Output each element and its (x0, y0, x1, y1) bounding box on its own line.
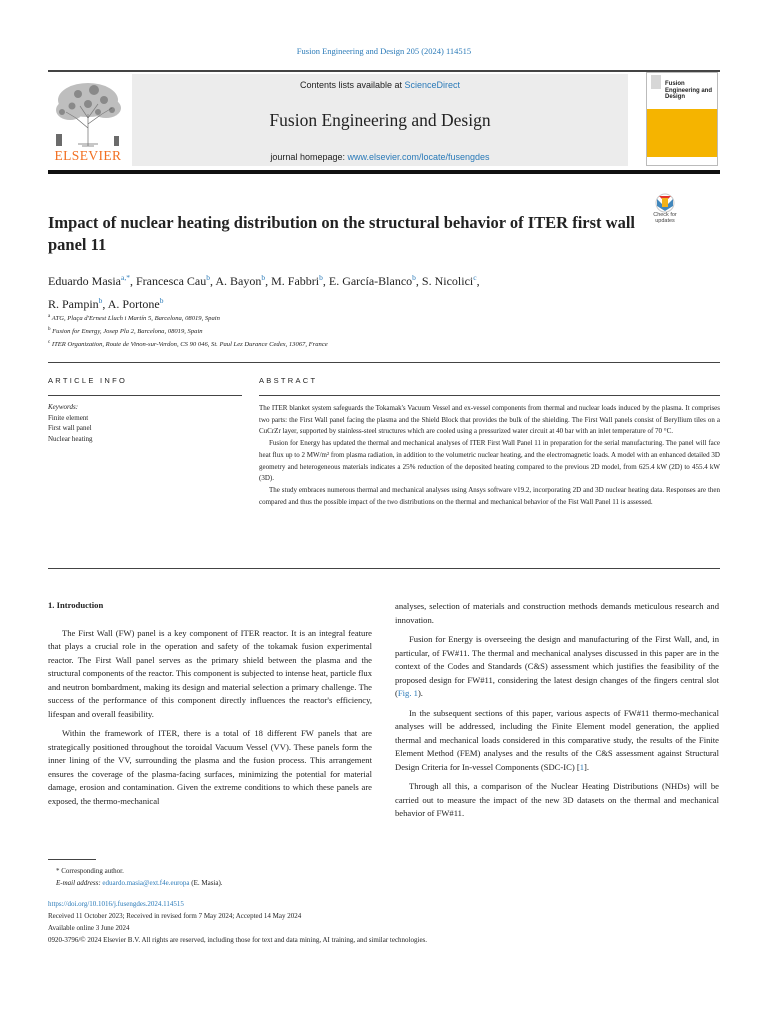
corresponding-author-note: * Corresponding author. (56, 867, 124, 875)
paragraph-text: ). (417, 688, 423, 698)
author-name[interactable]: M. Fabbri (271, 274, 320, 288)
contents-prefix: Contents lists available at (299, 80, 405, 90)
body-paragraph: analyses, selection of materials and construction methods demands meticulous research and innovation. (395, 601, 719, 625)
author-name[interactable]: Eduardo Masia (48, 274, 121, 288)
author-separator: , (102, 297, 108, 311)
author-affiliation-marker[interactable]: c (473, 273, 477, 282)
affiliation-list (48, 311, 708, 351)
keywords-block (48, 402, 242, 444)
journal-header-box (132, 74, 628, 166)
affiliation-marker: c (48, 340, 51, 346)
email-link[interactable]: eduardo.masia@ext.f4e.europa (102, 879, 190, 887)
author-affiliation-marker[interactable]: b (412, 273, 416, 282)
author-separator: , (322, 274, 329, 288)
abstract-body (259, 403, 720, 508)
article-title: Impact of nuclear heating distribution on the structural behavior of ITER first wall panel 11 (48, 213, 635, 254)
elsevier-tree-icon (48, 78, 128, 148)
abstract-paragraph: The ITER blanket system safeguards the Tokamak's Vacuum Vessel and ex-vessel components from thermal and nuclear loads induced by the plasma. It comprises two parts: the First Wall panel facing the plasma and the Shield Block that provides the bulk of the shielding. The First Wall panels consist of Beryllium tiles on a CuCrZr layer, supported by stainless-steel structures which are cooled using a pressurized water circuit at 40 bar with an inlet temperature of 70 °C. (259, 404, 720, 436)
affiliation-item (48, 324, 708, 337)
check-for-updates-badge[interactable] (645, 193, 685, 233)
body-paragraph: Through all this, a comparison of the Nuclear Heating Distributions (NHDs) will be carried out to measure the impact of the new 3D datasets on the thermal and mechanical behavior of FW#11. (395, 781, 719, 818)
author-affiliation-marker[interactable]: b (206, 273, 211, 282)
author-name[interactable]: R. Pampin (48, 297, 99, 311)
copyright-line: 0920-3796/© 2024 Elsevier B.V. All rights are reserved, including those for text and data mining, AI training, and similar technologies. (48, 936, 428, 944)
author-name[interactable]: E. García-Blanco (328, 274, 413, 288)
author-affiliation-marker[interactable]: b (159, 296, 164, 305)
footnotes (48, 865, 720, 889)
author-affiliation-marker[interactable]: b (319, 273, 323, 282)
crossmark-icon (645, 193, 685, 213)
article-metadata (48, 898, 728, 946)
journal-cover-thumbnail[interactable] (646, 72, 718, 166)
author-affiliation-marker[interactable]: b (261, 273, 266, 282)
affiliation-item (48, 337, 708, 350)
footnote-rule (48, 859, 96, 860)
crossmark-label: Check for updates (653, 212, 677, 224)
online-date: Available online 3 June 2024 (48, 924, 130, 932)
keywords-label: Keywords: (48, 403, 79, 411)
doi-link[interactable]: https://doi.org/10.1016/j.fusengdes.2024.114515 (48, 900, 184, 908)
journal-masthead (48, 70, 720, 174)
journal-homepage (132, 152, 628, 162)
contents-availability (132, 80, 628, 90)
email-note (48, 877, 720, 889)
reference-1-link[interactable]: 1 (579, 761, 585, 772)
elsevier-wordmark: ELSEVIER (54, 148, 122, 163)
elsevier-logo (48, 78, 128, 166)
paragraph-text: ]. (584, 761, 590, 772)
author-affiliation-marker[interactable]: b (98, 296, 103, 305)
body-column-right (395, 600, 719, 827)
cover-color-band (647, 109, 718, 157)
author-name[interactable]: Francesca Cau (135, 274, 207, 288)
cover-emblem-icon (651, 75, 661, 89)
body-paragraph (395, 633, 719, 701)
paragraph-text: Fusion for Energy is overseeing the design and manufacturing of the First Wall, and, in particular, of FW#11. The thermal and mechanical analyses discussed in this paper are in the context of the Codes and Standards (C&S) assessment which justifies the feasibility of the proposed design for FW#11, considering the latest design changes of the fingers central slot ( (395, 634, 719, 698)
masthead-bottom-rule (48, 170, 720, 174)
author-list (48, 268, 708, 314)
section-heading-introduction: 1. Introduction (48, 600, 104, 610)
body-paragraph: The First Wall (FW) panel is a key component of ITER reactor. It is an integral feature that plays a crucial role in the operation and safety of the tokamak fusion experimental reactor. The First Wall panel serves as the primary shield between the plasma and the structural components of the reactor. This component is subjected to intense heat, particle flux and neutron bombardment, making its design and material selection a primary challenge. The success of the performance of this component directly influences the reactor's efficiency, lifespan and overall feasibility. (48, 627, 372, 719)
affiliation-marker: a (48, 314, 51, 319)
masthead-top-rule (48, 70, 720, 72)
affiliation-item (48, 311, 708, 324)
paragraph-text: In the subsequent sections of this paper, various aspects of FW#11 thermo-mechanical analyses will be addressed, including the Finite Element model generation, the applied thermal and mechanical loads considered in this comparative study, the results of the Finite Element Method (FEM) analyses and the results of the C&S assessment against Structural Design Criteria for In-vessel Components (SDC-IC) [ (395, 707, 719, 772)
abstract-paragraph: Fusion for Energy has updated the thermal and mechanical analyses of ITER First Wall Panel 11 in preparation for the serial manufacturing. The panel will face heat flux up to 2 MW/m² from plasma radiation, in addition to the volumetric nuclear heating, and the electromagnetic loads. A model with an enhanced detailed 3D geometry and heterogeneous materials indicates a 25% reduction of the deposited heating compared to the previous 2D model, from 625.4 kW (2D) to 455.4 kW (3D). (259, 439, 720, 483)
author-separator: , (129, 274, 136, 288)
journal-name: Fusion Engineering and Design (269, 110, 491, 130)
abstract-bottom-rule (48, 568, 720, 569)
abstract-paragraph: The study embraces numerous thermal and mechanical analyses using Ansys software v19.2, incorporating 2D and 3D nuclear heating data. Responses are then compared and thus the possible impact of the two distributions on the thermal and mechanical behavior of the Fist Wall Panel 11 is assessed. (259, 485, 720, 506)
history-dates: Received 11 October 2023; Received in revised form 7 May 2024; Accepted 14 May 2024 (48, 912, 302, 920)
author-separator: , (415, 274, 422, 288)
keyword-item[interactable]: Finite element (48, 413, 89, 422)
cover-title: Fusion Engineering and Design (665, 81, 713, 100)
author-separator: , (476, 274, 480, 288)
affiliation-text: ITER Organization, Route de Vinon-sur-Verdon, CS 90 046, St. Paul Lez Durance Cedex, 13067, France (51, 341, 328, 349)
affiliation-text: Fusion for Energy, Josep Pla 2, Barcelona, 08019, Spain (52, 328, 203, 336)
journal-reference-link[interactable]: Fusion Engineering and Design 205 (2024) 114515 (296, 46, 472, 56)
article-info-heading: ARTICLE INFO (48, 376, 128, 385)
body-paragraph: Within the framework of ITER, there is a total of 18 different FW panels that are strategically positioned throughout the toroidal Vacuum Vessel (VV). These panels form the inner lining of the VV, surrounding the plasma and the fusion process. This arrangement ensures the coverage of the plasma-facing surfaces, minimizing the potential for material damage, erosion and contamination. Given the extreme conditions to which these panels are exposed, the thermo-mechanical (48, 728, 372, 806)
email-label: E-mail address: (56, 879, 103, 887)
email-suffix: (E. Masia). (189, 879, 223, 887)
homepage-prefix: journal homepage: (270, 152, 348, 162)
section-divider (48, 362, 720, 363)
article-info-rule (48, 395, 242, 396)
author-name[interactable]: S. Nicolici (421, 274, 474, 288)
affiliation-marker: b (48, 327, 51, 333)
figure-1-link[interactable]: Fig. 1 (397, 688, 418, 698)
author-separator: , (265, 274, 272, 288)
body-column-left (48, 599, 372, 814)
keyword-item[interactable]: Nuclear heating (48, 434, 93, 443)
keyword-item[interactable]: First wall panel (48, 424, 92, 432)
author-name[interactable]: A. Bayon (215, 274, 262, 288)
abstract-heading: ABSTRACT (259, 376, 318, 385)
author-affiliation-marker[interactable]: a,* (120, 273, 130, 282)
journal-homepage-link[interactable]: www.elsevier.com/locate/fusengdes (347, 152, 490, 162)
author-name[interactable]: A. Portone (107, 297, 160, 311)
body-paragraph (395, 707, 719, 775)
abstract-rule (259, 395, 720, 396)
affiliation-text: ATG, Plaça d'Ernest Lluch i Martín 5, Barcelona, 08019, Spain (51, 315, 220, 323)
author-separator: , (210, 274, 216, 288)
sciencedirect-link[interactable]: ScienceDirect (404, 80, 461, 90)
